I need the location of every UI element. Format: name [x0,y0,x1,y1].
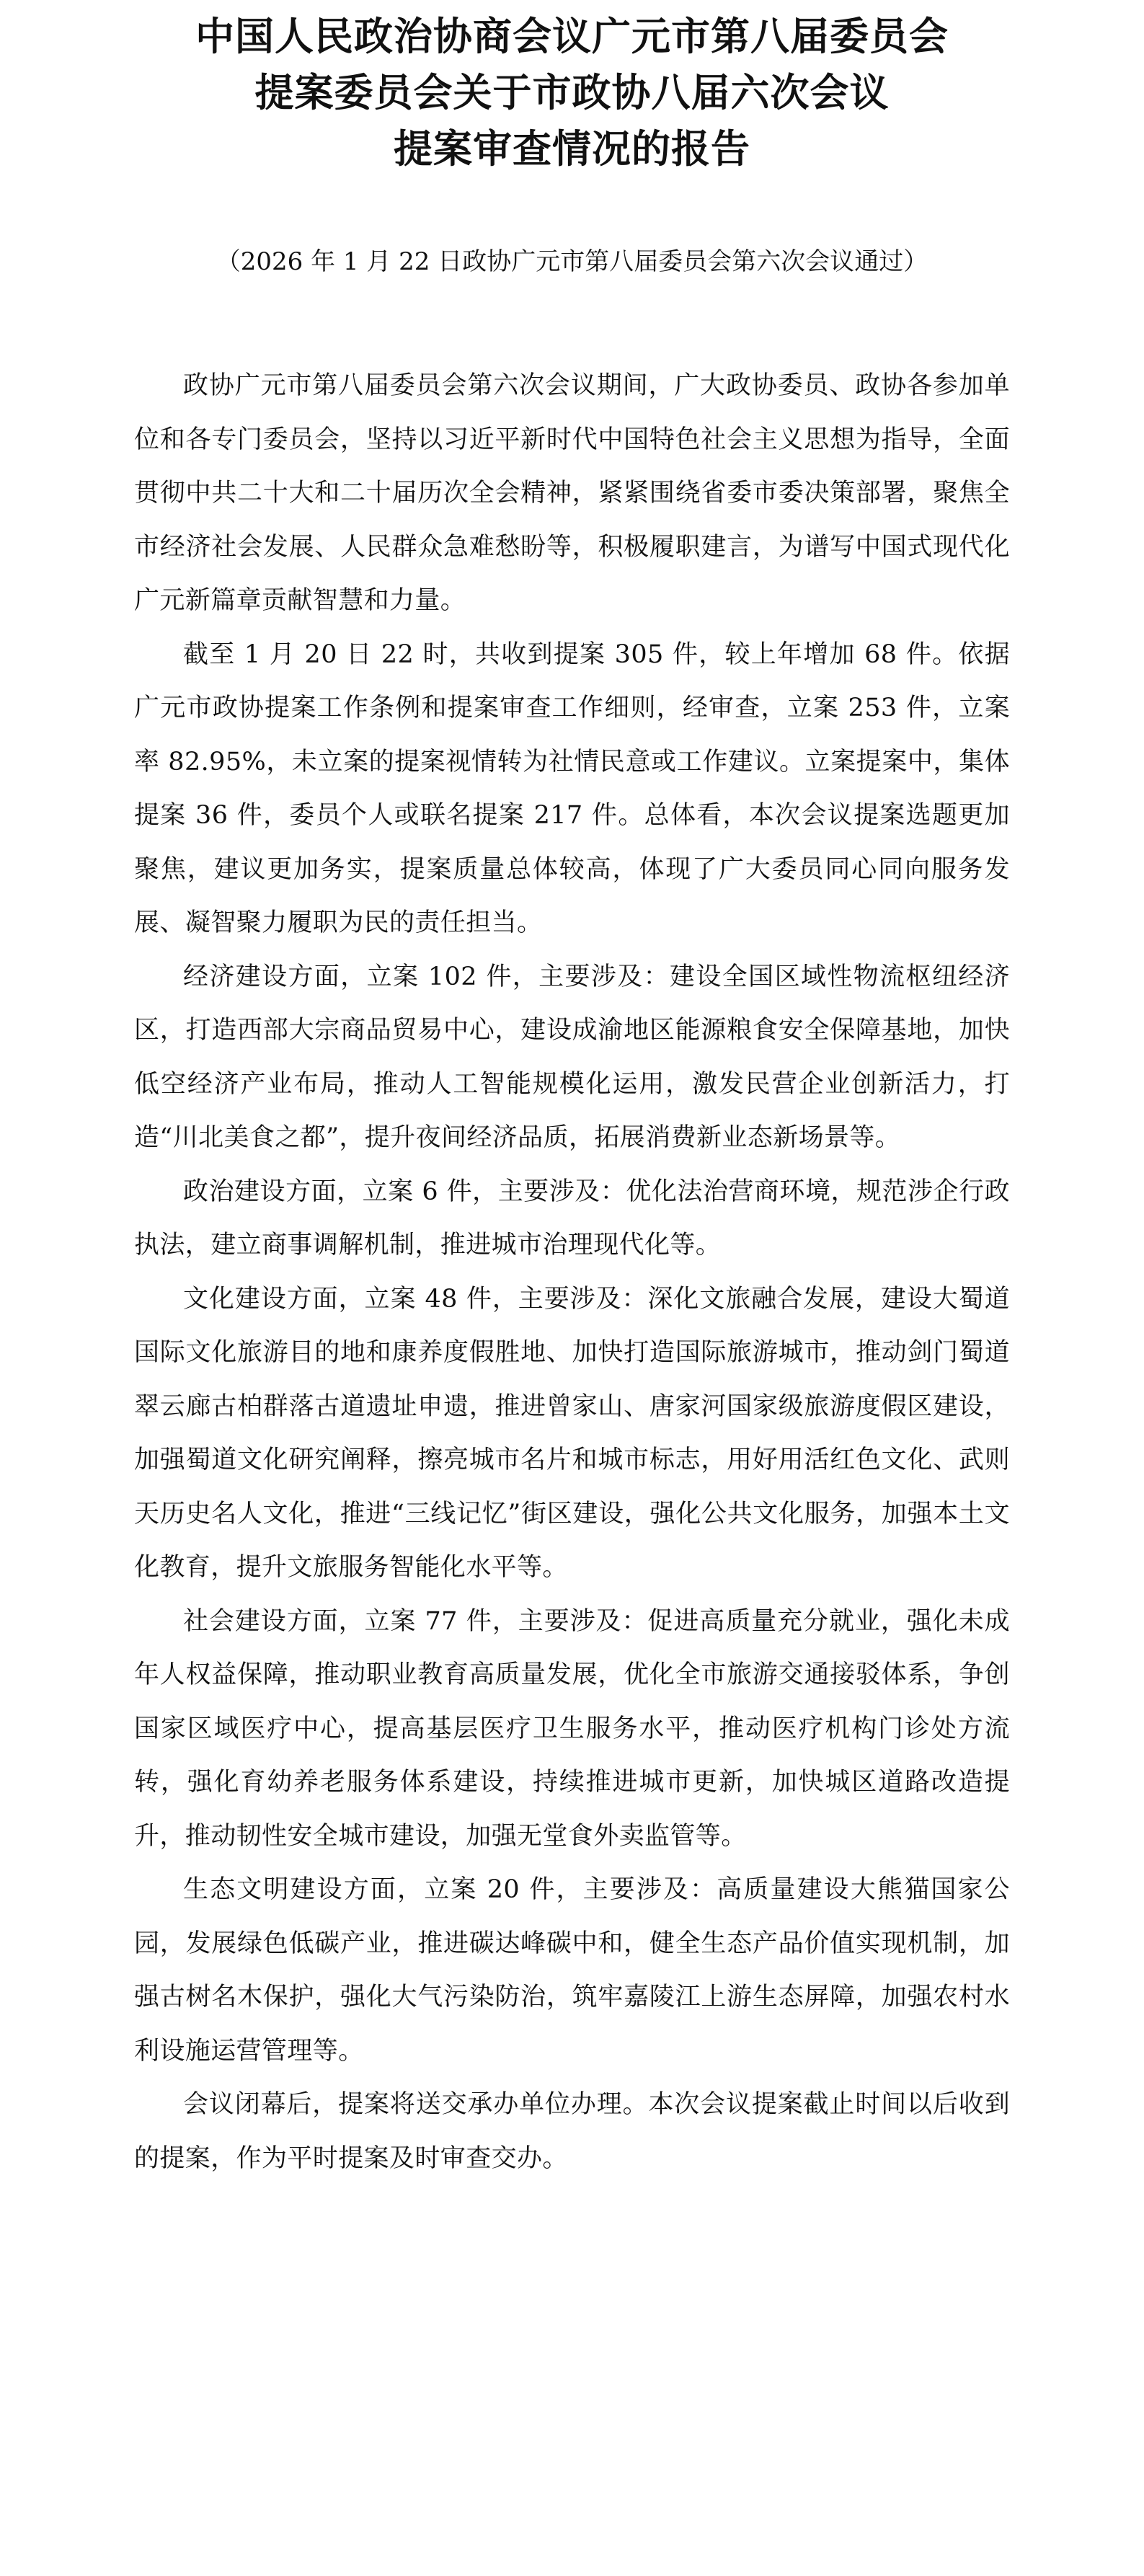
title-line-2: 提案委员会关于市政协八届六次会议 [254,70,890,115]
document-body [134,359,1010,2185]
document-title [134,9,1010,177]
paragraph-statistics: 截至 1 月 20 日 22 时，共收到提案 305 件，较上年增加 68 件。依据广元市政协提案工作条例和提案审查工作细则，经审查，立案 253 件，立案率 82.95%，未立案的提案视情转为社情民意或工作建议。立案提案中，集体提案 36 件，委员个人或联名提案 217 件。总体看，本次会议提案选题更加聚焦，建议更加务实，提案质量总体较高，体现了广大委员同心同向服务发展、凝智聚力履职为民的责任担当。 [134,639,1010,937]
paragraph-ecological: 生态文明建设方面，立案 20 件，主要涉及：高质量建设大熊猫国家公园，发展绿色低碳产业，推进碳达峰碳中和，健全生态产品价值实现机制，加强古树名木保护，强化大气污染防治，筑牢嘉陵江上游生态屏障，加强农村水利设施运营管理等。 [134,1875,1010,2066]
paragraph-cultural: 文化建设方面，立案 48 件，主要涉及：深化文旅融合发展，建设大蜀道国际文化旅游目的地和康养度假胜地、加快打造国际旅游城市，推动剑门蜀道翠云廊古柏群落古道遗址申遗，推进曾家山、唐家河国家级旅游度假区建设，加强蜀道文化研究阐释，擦亮城市名片和城市标志，用好用活红色文化、武则天历史名人文化，推进“三线记忆”街区建设，强化公共文化服务，加强本土文化教育，提升文旅服务智能化水平等。 [134,1284,1010,1582]
paragraph-closing: 会议闭幕后，提案将送交承办单位办理。本次会议提案截止时间以后收到的提案，作为平时提案及时审查交办。 [134,2090,1010,2173]
title-line-3: 提案审查情况的报告 [394,126,750,172]
paragraph-intro: 政协广元市第八届委员会第六次会议期间，广大政协委员、政协各参加单位和各专门委员会，坚持以习近平新时代中国特色社会主义思想为指导，全面贯彻中共二十大和二十届历次全会精神，紧紧围绕省委市委决策部署，聚焦全市经济社会发展、人民群众急难愁盼等，积极履职建言，为谱写中国式现代化广元新篇章贡献智慧和力量。 [134,371,1010,615]
paragraph-economic: 经济建设方面，立案 102 件，主要涉及：建设全国区域性物流枢纽经济区，打造西部大宗商品贸易中心，建设成渝地区能源粮食安全保障基地，加快低空经济产业布局，推动人工智能规模化运用，激发民营企业创新活力，打造“川北美食之都”，提升夜间经济品质，拓展消费新业态新场景等。 [134,962,1010,1152]
paragraph-political: 政治建设方面，立案 6 件，主要涉及：优化法治营商环境，规范涉企行政执法，建立商事调解机制，推进城市治理现代化等。 [134,1177,1010,1260]
title-line-1: 中国人民政治协商会议广元市第八届委员会 [195,14,949,59]
paragraph-social: 社会建设方面，立案 77 件，主要涉及：促进高质量充分就业，强化未成年人权益保障，推动职业教育高质量发展，优化全市旅游交通接驳体系，争创国家区域医疗中心，提高基层医疗卫生服务水平，推动医疗机构门诊处方流转，强化育幼养老服务体系建设，持续推进城市更新，加快城区道路改造提升，推动韧性安全城市建设，加强无堂食外卖监管等。 [134,1606,1010,1851]
document-subtitle: （2026 年 1 月 22 日政协广元市第八届委员会第六次会议通过） [216,247,928,276]
